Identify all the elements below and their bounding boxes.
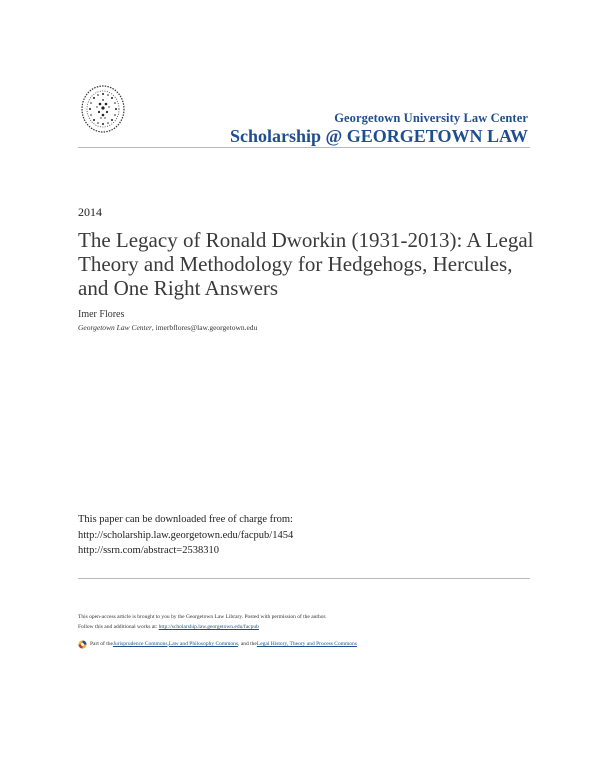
part-of-sep-1: , bbox=[167, 641, 169, 647]
author-name: Imer Flores bbox=[78, 309, 125, 320]
download-url-ssrn[interactable]: http://ssrn.com/abstract=2538310 bbox=[78, 545, 219, 556]
follow-line bbox=[78, 622, 326, 632]
author-affiliation bbox=[78, 323, 257, 332]
paper-title: The Legacy of Ronald Dworkin (1931-2013): A Legal Theory and Methodology for Hedgehogs, Hercules, and One Right Answers bbox=[78, 228, 534, 300]
affiliation-separator: , bbox=[151, 323, 156, 332]
law-philosophy-commons-link[interactable]: Law and Philosophy Commons bbox=[168, 641, 239, 647]
commons-network-icon bbox=[78, 640, 87, 649]
part-of-text: Part of the bbox=[90, 641, 113, 647]
institution-header bbox=[230, 111, 528, 147]
part-of-sep-2: , and the bbox=[238, 641, 257, 647]
publication-year: 2014 bbox=[78, 205, 102, 219]
open-access-note: This open-access article is brought to you by the Georgetown Law Library. Posted with permission of the author. bbox=[78, 614, 327, 620]
download-intro: This paper can be downloaded free of charge from: bbox=[78, 514, 293, 525]
repository-name: Scholarship @ GEORGETOWN LAW bbox=[230, 126, 528, 146]
follow-text: Follow this and additional works at: bbox=[78, 624, 159, 630]
download-info bbox=[78, 512, 293, 559]
download-url-georgetown[interactable]: http://scholarship.law.georgetown.edu/facpub/1454 bbox=[78, 529, 294, 541]
jurisprudence-commons-link[interactable]: Jurisprudence Commons bbox=[112, 641, 168, 647]
affiliation-name: Georgetown Law Center bbox=[78, 323, 152, 332]
footer-divider bbox=[78, 578, 530, 579]
part-of-line bbox=[78, 639, 357, 649]
header-divider bbox=[78, 147, 530, 148]
university-seal-icon bbox=[80, 84, 126, 134]
author-email[interactable]: imerbflores@law.georgetown.edu bbox=[155, 323, 258, 332]
legal-history-commons-link[interactable]: Legal History, Theory and Process Commons bbox=[256, 641, 357, 647]
follow-link[interactable]: http://scholarship.law.georgetown.edu/facpub bbox=[158, 624, 259, 630]
law-center-name: Georgetown University Law Center bbox=[334, 111, 528, 125]
footer-note bbox=[78, 612, 326, 632]
